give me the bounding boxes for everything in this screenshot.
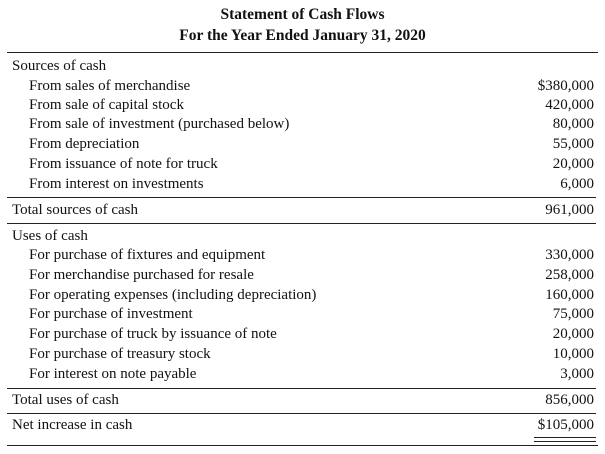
use-label: For merchandise purchased for resale — [29, 267, 254, 283]
uses-heading-row — [0, 228, 605, 248]
use-amount: 330,000 — [545, 247, 594, 263]
source-amount: 6,000 — [560, 176, 594, 192]
source-amount: 80,000 — [552, 116, 594, 132]
use-row — [0, 366, 605, 386]
sources-total-rule — [7, 197, 596, 198]
use-label: For purchase of truck by issuance of note — [29, 326, 277, 342]
source-row — [0, 176, 605, 196]
source-row — [0, 116, 605, 136]
source-label: From interest on investments — [29, 176, 204, 192]
net-label: Net increase in cash — [12, 417, 133, 433]
source-row — [0, 136, 605, 156]
use-label: For operating expenses (including depreciation) — [29, 287, 317, 303]
use-label: For purchase of investment — [29, 306, 193, 322]
source-amount: 55,000 — [552, 136, 594, 152]
source-label: From sales of merchandise — [29, 78, 191, 94]
source-amount: $380,000 — [537, 78, 594, 94]
sources-heading: Sources of cash — [12, 58, 107, 74]
use-amount: 160,000 — [545, 287, 594, 303]
use-amount: 10,000 — [552, 346, 594, 362]
source-label: From depreciation — [29, 136, 140, 152]
statement-title: Statement of Cash Flows — [220, 6, 385, 23]
use-row — [0, 247, 605, 267]
statement-subtitle: For the Year Ended January 31, 2020 — [179, 27, 426, 44]
source-label: From sale of investment (purchased below) — [29, 116, 290, 132]
sources-total-row — [0, 202, 605, 222]
source-label: From issuance of note for truck — [29, 156, 218, 172]
use-amount: 258,000 — [545, 267, 594, 283]
uses-heading: Uses of cash — [12, 228, 88, 244]
source-amount: 420,000 — [545, 97, 594, 113]
net-double-underline — [534, 437, 596, 442]
sources-total-amount: 961,000 — [545, 202, 594, 218]
source-row — [0, 78, 605, 98]
use-row — [0, 306, 605, 326]
source-row — [0, 156, 605, 176]
source-row — [0, 97, 605, 117]
source-amount: 20,000 — [552, 156, 594, 172]
source-label: From sale of capital stock — [29, 97, 184, 113]
sources-total-label: Total sources of cash — [12, 202, 138, 218]
uses-total-row — [0, 392, 605, 412]
use-row — [0, 267, 605, 287]
sources-total-bottom-rule — [7, 223, 596, 224]
use-amount: 75,000 — [552, 306, 594, 322]
top-rule — [7, 52, 598, 53]
uses-total-bottom-rule — [7, 413, 596, 414]
uses-total-label: Total uses of cash — [12, 392, 119, 408]
use-label: For purchase of fixtures and equipment — [29, 247, 266, 263]
net-row — [0, 417, 605, 437]
uses-total-rule — [7, 388, 596, 389]
use-row — [0, 346, 605, 366]
use-row — [0, 287, 605, 307]
use-row — [0, 326, 605, 346]
use-label: For interest on note payable — [29, 366, 197, 382]
use-amount: 3,000 — [560, 366, 594, 382]
bottom-rule — [7, 445, 598, 446]
use-label: For purchase of treasury stock — [29, 346, 211, 362]
sources-heading-row — [0, 58, 605, 78]
use-amount: 20,000 — [552, 326, 594, 342]
uses-total-amount: 856,000 — [545, 392, 594, 408]
net-amount: $105,000 — [537, 417, 594, 433]
